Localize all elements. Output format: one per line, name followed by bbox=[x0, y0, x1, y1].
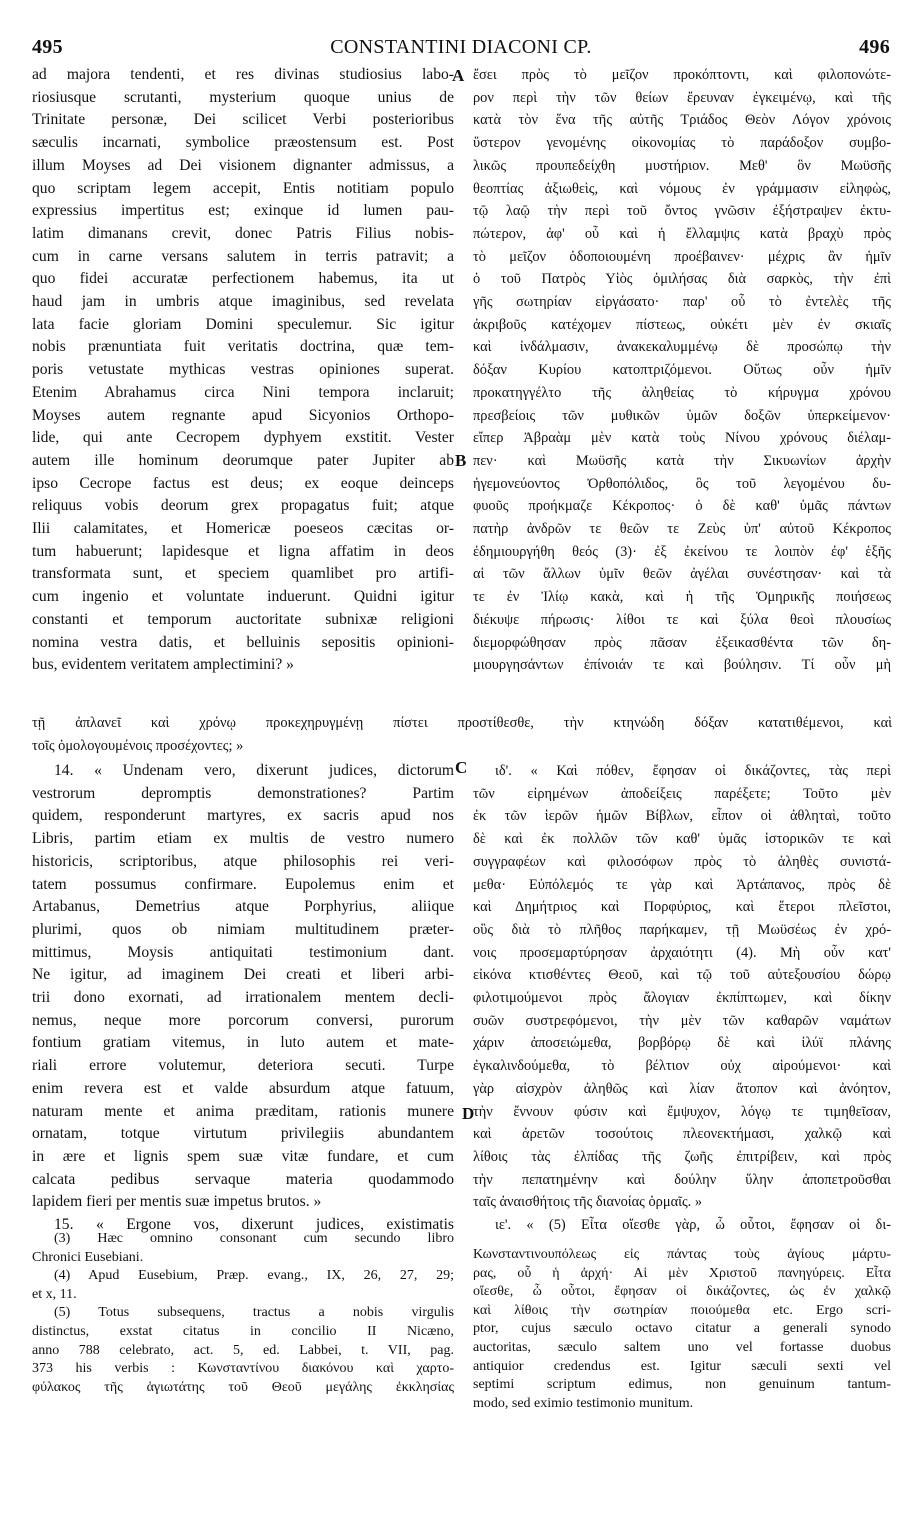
text-line: συγγραφέων καὶ φιλοσόφων πρὸς τὸ ἀληθὲς συνιστά- bbox=[473, 853, 891, 870]
text-line: poris vetustate mythicas vestras opiniones superat. bbox=[32, 361, 454, 379]
text-line: transformata sunt, et speciem quamlibet pro artifi- bbox=[32, 565, 454, 583]
footnote-line: φύλακος τῆς ἁγιωτάτης τοῦ Θεοῦ μεγάλης ἐκκλησίας bbox=[32, 1379, 454, 1395]
text-line: fontium gratiam vitemus, in luto autem et mate- bbox=[32, 1034, 454, 1052]
text-line: ιε'. « (5) Εἶτα οἴεσθε γὰρ, ὦ οὗτοι, ἔφησαν οἱ δι- bbox=[495, 1217, 891, 1234]
text-line: ταῖς ἀναισθήτοις τῆς διανοίας ὁρμαῖς. » bbox=[473, 1194, 703, 1211]
footnote-line: 373 his verbis : Κωνσταντίνου διακόνου καὶ χαρτο- bbox=[32, 1361, 454, 1377]
text-line: ad majora tendenti, et res divinas studiosius labo- bbox=[32, 66, 454, 83]
text-line: calcata pedibus servaque materia quodammodo bbox=[32, 1170, 454, 1188]
page-number-right: 496 bbox=[859, 36, 890, 58]
text-line: quo scriptam legem accepit, Entis notitiam populo bbox=[32, 179, 454, 197]
running-title: CONSTANTINI DIACONI CP. bbox=[330, 36, 592, 58]
text-line: trii dono exornati, ad irrationalem mentem decli- bbox=[32, 989, 454, 1007]
text-line: μιουργησάντων ἐπίνοιάν τε καὶ βούλησιν. Τί οὖν μὴ bbox=[473, 657, 891, 674]
text-line: tum habuerunt; lapidesque et ligna affatim in deos bbox=[32, 542, 454, 560]
text-line: ornatam, totque virtutum privilegiis abundantem bbox=[32, 1125, 454, 1143]
text-line: καὶ ἰνδάλμασιν, ἀνακεκαλυμμένῳ δὲ προσώπῳ τὴν bbox=[473, 339, 891, 356]
footnote-line: et x, 11. bbox=[32, 1286, 77, 1302]
text-line: ρον περὶ τὴν τῶν θείων ἔρευναν ἐγκειμένῳ, καὶ τῆς bbox=[473, 89, 891, 106]
footnote-line: (5) Totus subsequens, tractus a nobis virgulis bbox=[54, 1305, 454, 1321]
text-line: χάριν ἀποσειώμεθα, βορβόρῳ δὲ καὶ ἰλύϊ πλάνης bbox=[473, 1035, 891, 1052]
text-line: tatem possumus confirmare. Eupolemus enim et bbox=[32, 875, 454, 893]
text-line: enim revera est et valde absurdum atque fatuum, bbox=[32, 1079, 454, 1097]
text-line: 15. « Ergone vos, dixerunt judices, existimatis bbox=[54, 1216, 454, 1234]
text-line: ὕστερον γενομένης οἰκονομίας τὸ παράδοξον συμβο- bbox=[473, 135, 891, 152]
footnote-line: antiquior credendus est. Igitur sæculi sexti vel bbox=[473, 1358, 891, 1374]
text-line: οὓς διὰ τὸ πλῆθος παρήκαμεν, τῇ Μωϋσέως ἐν χρό- bbox=[473, 921, 891, 938]
text-line: mittimus, Moysis antiquitati testimonium dant. bbox=[32, 943, 454, 961]
text-line: πώτερον, ἀφ' οὗ καὶ ἡ ἔλλαμψις κατὰ βραχὺ πρὸς bbox=[473, 225, 891, 242]
margin-marker-a: A bbox=[452, 66, 465, 85]
text-line: νοις προσεμαρτύρησαν ἀρχαιότητι (4). Μὴ οὖν κατ' bbox=[473, 944, 891, 961]
footnote-line: καὶ λίθοις τὴν σωτηρίαν ποιούμεθα etc. Ergo scri- bbox=[473, 1302, 891, 1318]
margin-marker-d: D bbox=[462, 1104, 475, 1123]
text-line: ὁ τοῦ Πατρὸς Υἱὸς ὁμιλήσας διὰ σαρκὸς, τὴν ἐπὶ bbox=[473, 271, 891, 288]
text-line: δόξαν Κυρίου κατοπτριζόμενοι. Οὕτως οὖν ἡμῖν bbox=[473, 362, 891, 379]
text-line: latim dimanans crevit, donec Patris Filius nobis- bbox=[32, 224, 454, 242]
text-line: lapidem fieri per mentis suæ impetus brutos. » bbox=[32, 1193, 322, 1211]
text-line: illum Moyses ad Dei visionem dignanter admissus, a bbox=[32, 156, 454, 174]
text-line: sæculis incarnati, symbolice præostensum est. Post bbox=[32, 134, 454, 152]
text-line: nomina vestra datis, et belluinis sepositis opinioni- bbox=[32, 633, 454, 651]
footnote-line: auctoritas, sæculo saltem uno vel fortasse duobus bbox=[473, 1339, 891, 1355]
footnote-line: Chronici Eusebiani. bbox=[32, 1249, 144, 1265]
text-line: τὴν ἔννουν φύσιν καὶ ἔμψυχον, λόγῳ τε τιμηθεῖσαν, bbox=[473, 1103, 891, 1120]
text-line: Ne igitur, ad imaginem Dei creati et liberi arbi- bbox=[32, 966, 454, 984]
full-width-line: τῇ ἀπλανεῖ καὶ χρόνῳ προκεχηρυγμένῃ πίστει προστίθεσθε, τὴν κτηνώδη δόξαν κατατιθέμενοι, καὶ bbox=[32, 715, 892, 731]
text-line: Trinitate personæ, Dei scilicet Verbi posterioribus bbox=[32, 111, 454, 129]
footnotes-right bbox=[473, 1246, 891, 1413]
text-line: quo fidei accuratæ perfectionem habemus, ita ut bbox=[32, 270, 454, 288]
margin-marker-c: C bbox=[455, 758, 468, 777]
text-line: historicis, scriptoribus, atque philosophis rei veri- bbox=[32, 852, 454, 870]
text-line: Moyses autem regnante apud Sicyonios Orthopo- bbox=[32, 406, 454, 424]
text-line: reliquus vobis deorum grex propagatus fuit; atque bbox=[32, 497, 454, 515]
text-line: plurimi, quos ob nimiam multitudinem præter- bbox=[32, 920, 454, 938]
footnote-line: οἴεσθε, ὦ οὗτοι, ἔφησαν οἱ δικάζοντες, ὡς ἐν χαλκῷ bbox=[473, 1284, 891, 1300]
text-line: cum ingenio et voluntate induerunt. Quidni igitur bbox=[32, 588, 454, 606]
footnote-line: ptor, cujus sæculo octavo citatur a generali synodo bbox=[473, 1321, 891, 1337]
text-line: haud jam in umbris atque imaginibus, sed revelata bbox=[32, 293, 454, 311]
latin-column-lower bbox=[32, 760, 454, 1237]
footnote-line: Κωνσταντινουπόλεως εἰς πάντας τοὺς ἁγίους μάρτυ- bbox=[473, 1247, 891, 1262]
greek-column-upper bbox=[473, 64, 891, 677]
text-line: διέκυψε πήρωσις· λίθοι τε καὶ ξύλα θεοὶ πλουσίως bbox=[473, 611, 891, 628]
full-width-line: τοῖς ὁμολογουμένοις προσέχοντες; » bbox=[32, 738, 244, 754]
greek-column-lower bbox=[473, 760, 891, 1237]
text-line: πεν· καὶ Μωϋσῆς κατὰ τὴν Σικυωνίων ἀρχὴν bbox=[473, 452, 891, 469]
text-line: φιλοτιμούμενοι πρὸς ἄλογιαν ἐκπίπτωμεν, καὶ δίκην bbox=[473, 990, 891, 1007]
text-line: ἀκριβοῦς κατέχομεν πίστεως, οὐκέτι μὲν ἐν σκιαῖς bbox=[473, 316, 891, 333]
text-line: nemus, neque more porcorum conversi, purorum bbox=[32, 1011, 454, 1029]
text-line: in ære et lignis spem suæ vitæ fundare, et cum bbox=[32, 1147, 454, 1165]
text-line: δὲ καὶ ἐκ πολλῶν τῶν καθ' ὑμᾶς ἱστορικῶν τε καὶ bbox=[473, 831, 891, 848]
text-line: 14. « Undenam vero, dixerunt judices, dictorum bbox=[54, 762, 454, 779]
text-line: εἴπερ Ἀβραὰμ μὲν κατὰ τοὺς Νίνου χρόνους διέλαμ- bbox=[473, 430, 891, 447]
text-line: τε ἐν Ἰλίῳ κακὰ, καὶ ἡ τῆς Ὁμηρικῆς ποιήσεως bbox=[473, 589, 891, 606]
text-line: quidem, responderunt martyres, ex sacris apud nos bbox=[32, 807, 454, 825]
text-line: θεοπτίας ἀξιωθεὶς, καὶ νόμους ἐν γράμμασιν εἰληφὼς, bbox=[473, 180, 891, 197]
text-line: Libris, partim etiam ex multis de vestro numero bbox=[32, 830, 454, 848]
text-line: αἱ τῶν ἄλλων ὑμῖν θεῶν ἀγέλαι συνέστησαν· καὶ τὰ bbox=[473, 566, 891, 583]
footnote-line: septimi scriptum edimus, non genuinum tantum- bbox=[473, 1377, 891, 1393]
text-line: ἔσει πρὸς τὸ μεῖζον προκόπτοντι, καὶ φιλοπονώτε- bbox=[473, 67, 891, 83]
footnote-line: distinctus, exstat citatus in concilio II Nicæno, bbox=[32, 1323, 454, 1339]
text-line: τὴν πεπατημένην καὶ δούλην ὕλην ἀποπετροῦσθαι bbox=[473, 1171, 891, 1188]
text-line: lide, qui ante Cecropem dyphyem exstitit. Vester bbox=[32, 429, 454, 447]
text-line: ἐκ τῶν ἱερῶν ἡμῶν Βίβλων, εἶπον οἱ ἀθληταὶ, τοῦτο bbox=[473, 808, 891, 825]
margin-marker-b: B bbox=[455, 451, 467, 470]
text-line: εἰκόνα κτισθέντες Θεοῦ, καὶ τῷ τοῦ αὐτεξουσίου δώρῳ bbox=[473, 967, 891, 984]
text-line: πατὴρ ἀνδρῶν τε θεῶν τε Ζεὺς ὑπ' αὐτοῦ Κέκροπος bbox=[473, 521, 891, 538]
text-line: Etenim Abrahamus circa Nini tempora inclaruit; bbox=[32, 383, 454, 401]
text-line: lata facie gloriam Domini speculemur. Sic igitur bbox=[32, 315, 454, 333]
page-header bbox=[32, 36, 890, 60]
text-line: γῆς σωτηρίαν εἰργάσατο· παρ' οὗ τὸ ἐντελὲς τῆς bbox=[473, 294, 891, 311]
footnote-line: (4) Apud Eusebium, Præp. evang., IX, 26, 27, 29; bbox=[54, 1268, 454, 1284]
footnote-line: ρας, οὗ ἡ ἀρχή· Αἱ μὲν Χριστοῦ πανηγύρεις. Εἶτα bbox=[473, 1265, 891, 1281]
text-line: τῶν εἰρημένων ἀποδείξεις παρέξετε; Τοῦτο μὲν bbox=[473, 785, 891, 802]
page-number-left: 495 bbox=[32, 36, 63, 58]
text-line: προκατηγγέλτο τῆς ἀληθείας τὸ κήρυγμα χρόνου bbox=[473, 384, 891, 401]
text-line: ipso Cecrope factus est deus; ex eoque deinceps bbox=[32, 474, 454, 492]
text-line: vestrorum depromptis demonstrationes? Partim bbox=[32, 784, 454, 802]
text-line: καὶ ἀρετῶν τοσούτοις πλεονεκτήμασι, χαλκῷ καὶ bbox=[473, 1126, 891, 1143]
text-line: constanti et temporum auctoritate subnixæ religioni bbox=[32, 610, 454, 628]
text-line: ἐδημιουργήθη θεός (3)· ἐξ ἐκείνου τε λοιπὸν ἐφ' ἑξῆς bbox=[473, 543, 891, 560]
text-line: bus, evidentem veritatem amplectimini? » bbox=[32, 656, 294, 674]
text-line: ἡγεμονεύοντος Ὀρθοπόλιδος, ὃς τοῦ λεγομένου δυ- bbox=[473, 475, 891, 492]
text-line: ἐγκαλινδούμεθα, τὸ βέλτιον οὐχ αἱρούμενοι· καὶ bbox=[473, 1058, 891, 1075]
footnote-line: (3) Hæc omnino consonant cum secundo libro bbox=[54, 1231, 454, 1246]
text-line: autem ille hominum deorumque pater Jupiter ab bbox=[32, 451, 454, 469]
text-line: λικῶς προυπεδείχθη μυστήριον. Μεθ' ὃν Μωϋσῆς bbox=[473, 157, 891, 174]
text-line: naturam mente et anima præditam, rationis munere bbox=[32, 1102, 454, 1120]
text-line: τὸ μεῖζον ὁδοποιουμένη προέβαινεν· μέχρις ἂν ἡμῖν bbox=[473, 248, 891, 265]
text-line: riali errore volutemur, deteriora secuti. Turpe bbox=[32, 1057, 454, 1075]
footnotes-left bbox=[32, 1230, 454, 1397]
text-line: πρεσβείοις τῶν μυθικῶν ὑμῶν δοξῶν ὑπερκείμενον· bbox=[473, 407, 891, 424]
text-line: expressius impertitus est; exinque id lumen pau- bbox=[32, 202, 454, 220]
text-line: Artabanus, Demetrius atque Porphyrius, aliique bbox=[32, 898, 454, 916]
text-line: nobis prænuntiata fuit veritatis doctrina, quæ tem- bbox=[32, 338, 454, 356]
text-line: συῶν συστρεφόμενοι, τὴν μὲν τῶν καθαρῶν ναμάτων bbox=[473, 1012, 891, 1029]
text-line: κατὰ τὸν ἕνα τῆς αὐτῆς Τριάδος Θεὸν Λόγον χρόνοις bbox=[473, 112, 891, 129]
footnote-line: modo, sed eximio testimonio munitum. bbox=[473, 1395, 694, 1411]
text-line: καὶ Δημήτριος καὶ Πορφύριος, καὶ ἕτεροι πλεῖστοι, bbox=[473, 899, 891, 916]
footnote-line: anno 788 celebrato, act. 5, ed. Labbei, t. VII, pag. bbox=[32, 1342, 454, 1358]
text-line: τῷ λαῷ τὴν περὶ τοῦ ὄντος γνῶσιν ἐξήστραψεν ἐκτυ- bbox=[473, 203, 891, 220]
text-line: μεθα· Εὐπόλεμός τε γὰρ καὶ Ἀρτάπανος, πρὸς δὲ bbox=[473, 876, 891, 893]
text-line: cum in carne versans salutem in terris patravit; a bbox=[32, 247, 454, 265]
text-line: ιδ'. « Καὶ πόθεν, ἔφησαν οἱ δικάζοντες, τὰς περὶ bbox=[495, 763, 891, 779]
text-line: διεμορφώθησαν πρὸς πᾶσαν ἐξεικασθέντα τῶν δη- bbox=[473, 634, 891, 651]
text-line: riosiusque scrutanti, mysterium quoque unius de bbox=[32, 88, 454, 106]
text-line: γὰρ αἰσχρὸν ἀληθῶς καὶ λίαν ἄτοπον καὶ ἀνόητον, bbox=[473, 1080, 891, 1097]
text-line: φυοῦς προήκμαζε Κέκροπος· ὁ δὲ καθ' ὑμᾶς πάντων bbox=[473, 498, 891, 515]
text-line: λίθοις τὰς ἐλπίδας τῆς ζωῆς ἐπιτρίβειν, καὶ πρὸς bbox=[473, 1148, 891, 1165]
latin-column-upper bbox=[32, 64, 454, 677]
text-line: Ilii calamitates, et Homericæ poeseos cæcitas or- bbox=[32, 520, 454, 538]
